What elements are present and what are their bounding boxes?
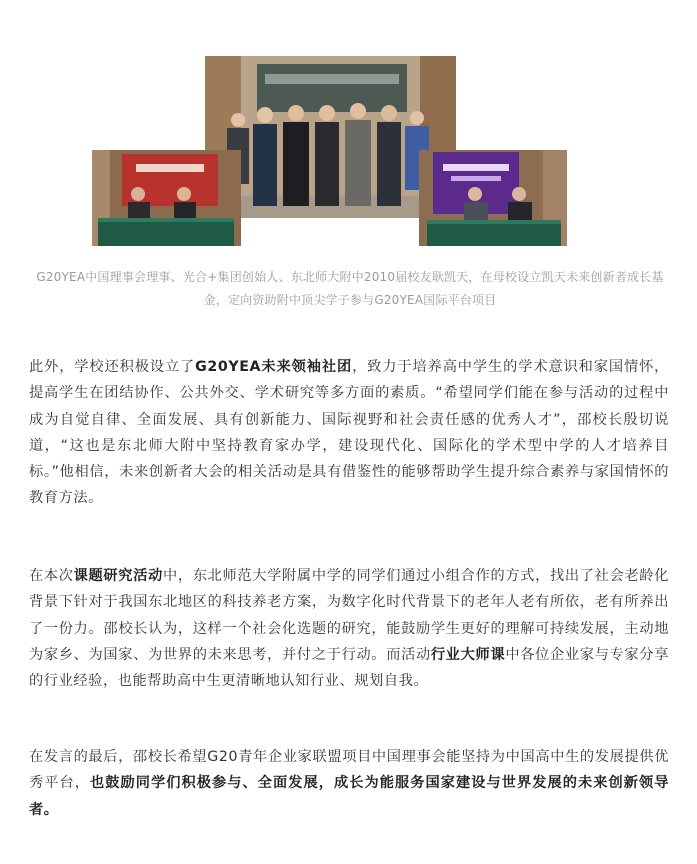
paragraph-1-bold-a: G20YEA未来领袖社团 [195, 359, 353, 375]
paragraph-2-text-b: 中，东北师范大学附属中学的同学们通过小组合作的方式，找出了社会老龄化背景下针对于我国东北地区的科技养老方案，为数字化时代背景下的老年人老有所依，老有所养出了一份力。邵校长认为，这样一个社会化选题的研究，能鼓励学生更好的理解可持续发展，主动地为家乡、为国家、为世界的未来思考，并付之于行动。而活动 [29, 568, 669, 663]
paragraph-2-bold-a: 课题研究活动 [73, 568, 163, 584]
paragraph-3 [29, 744, 669, 823]
signing-photo-right [419, 150, 567, 246]
paragraph-2-bold-b: 行业大师课 [430, 646, 506, 663]
photo-caption: G20YEA中国理事会理事、光合+集团创始人、东北师大附中2010届校友耿凯天，在母校设立凯天未来创新者成长基金，定向资助附中顶尖学子参与G20YEA国际平台项目 [36, 270, 664, 307]
paragraph-1 [29, 354, 669, 512]
paragraph-2-text-a: 在本次 [29, 568, 74, 584]
paragraph-1-text-b: ，致力于培养高中学生的学术意识和家国情怀，提高学生在团结协作、公共外交、学术研究等多方面的素质。“希望同学们能在参与活动的过程中成为自觉自律、全面发展、具有创新能力、国际视野和社会责任感的优秀人才”，邵校长殷切说道，“这也是东北师大附中坚持教育家办学，建设现代化、国际化的学术型中学的人才培养目标。”他相信，未来创新者大会的相关活动是具有借鉴性的能够帮助学生提升综合素养与家国情怀的教育方法。 [29, 359, 669, 507]
paragraph-2 [29, 563, 669, 694]
paragraph-1-text-a: 此外，学校还积极设立了 [29, 359, 196, 375]
paragraph-2-text-c: 中各位企业家与专家分享的行业经验，也能帮助高中生更清晰地认知行业、规划自我。 [29, 646, 669, 690]
paragraph-3-bold-a: 也鼓励同学们积极参与、全面发展，成长为能服务国家建设与世界发展的未来创新领导者。 [29, 775, 669, 818]
signing-photo-left [92, 150, 241, 246]
paragraph-3-text-a: 在发言的最后，邵校长希望G20青年企业家联盟项目中国理事会能坚持为中国高中生的发展提供优秀平台， [29, 749, 669, 792]
